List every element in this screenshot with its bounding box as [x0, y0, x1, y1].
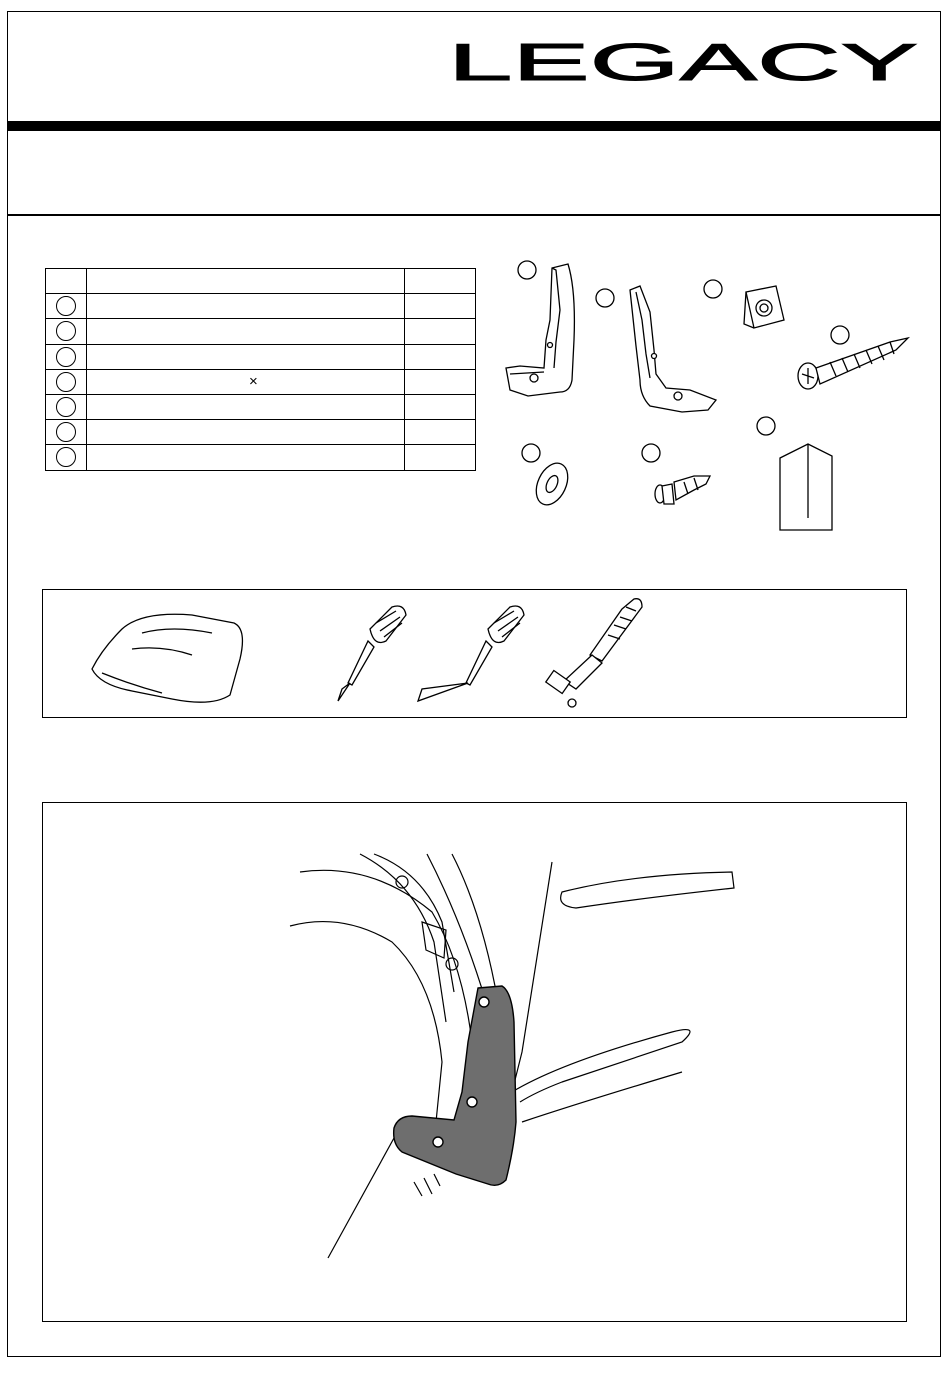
- parts-illustration: [490, 250, 930, 540]
- part-number-badge: [56, 296, 76, 316]
- part-number-badge: [56, 447, 76, 467]
- installation-illustration: [42, 802, 907, 1322]
- table-row: [46, 344, 476, 369]
- callout-circle: [757, 417, 775, 435]
- mud-guard-left-illustration: [506, 261, 574, 396]
- document-subtitle: [30, 140, 910, 200]
- phillips-screwdriver-illustration: [338, 606, 406, 701]
- table-row: [46, 319, 476, 344]
- callout-circle: [596, 289, 614, 307]
- part-number-badge: [56, 321, 76, 341]
- part-qty: [405, 319, 476, 344]
- callout-circle: [518, 261, 536, 279]
- table-row: [46, 445, 476, 470]
- part-qty: [405, 369, 476, 394]
- mud-guard-right-illustration: [596, 286, 716, 412]
- column-header-name: [87, 269, 405, 294]
- part-qty: [405, 344, 476, 369]
- tapping-screw-illustration: [798, 326, 908, 389]
- part-name: [87, 420, 405, 445]
- part-qty: [405, 420, 476, 445]
- part-name: ×: [87, 369, 405, 394]
- socket-wrench-illustration: [546, 599, 642, 707]
- part-name: [87, 344, 405, 369]
- part-name: [87, 445, 405, 470]
- part-number-badge: [56, 347, 76, 367]
- instruction-sheet-illustration: [757, 417, 832, 530]
- washer-illustration: [522, 444, 574, 510]
- parts-table: [45, 268, 476, 471]
- cloth-illustration: [92, 614, 242, 702]
- flat-screwdriver-illustration: [418, 606, 524, 701]
- table-row: [46, 420, 476, 445]
- callout-circle: [642, 444, 660, 462]
- table-header-row: [46, 269, 476, 294]
- table-row: [46, 294, 476, 319]
- clip-nut-illustration: [704, 280, 784, 328]
- callout-circle: [522, 444, 540, 462]
- callout-circle: [704, 280, 722, 298]
- push-clip-illustration: [642, 444, 710, 504]
- table-row: [46, 394, 476, 419]
- part-number-badge: [56, 397, 76, 417]
- part-qty: [405, 294, 476, 319]
- table-row: [46, 369, 476, 394]
- header-divider: [7, 121, 941, 131]
- part-number-badge: [56, 372, 76, 392]
- column-header-no: [46, 269, 87, 294]
- part-name: [87, 394, 405, 419]
- tools-illustration: [42, 589, 907, 718]
- part-qty: [405, 445, 476, 470]
- brand-logo-text: LEGACY: [448, 34, 918, 92]
- callout-circle: [831, 326, 849, 344]
- part-name: [87, 319, 405, 344]
- part-name: [87, 294, 405, 319]
- part-number-badge: [56, 422, 76, 442]
- installed-mud-guard-illustration: [394, 986, 516, 1185]
- section-divider: [7, 214, 941, 216]
- brand-logo: [446, 34, 920, 92]
- column-header-qty: [405, 269, 476, 294]
- part-qty: [405, 394, 476, 419]
